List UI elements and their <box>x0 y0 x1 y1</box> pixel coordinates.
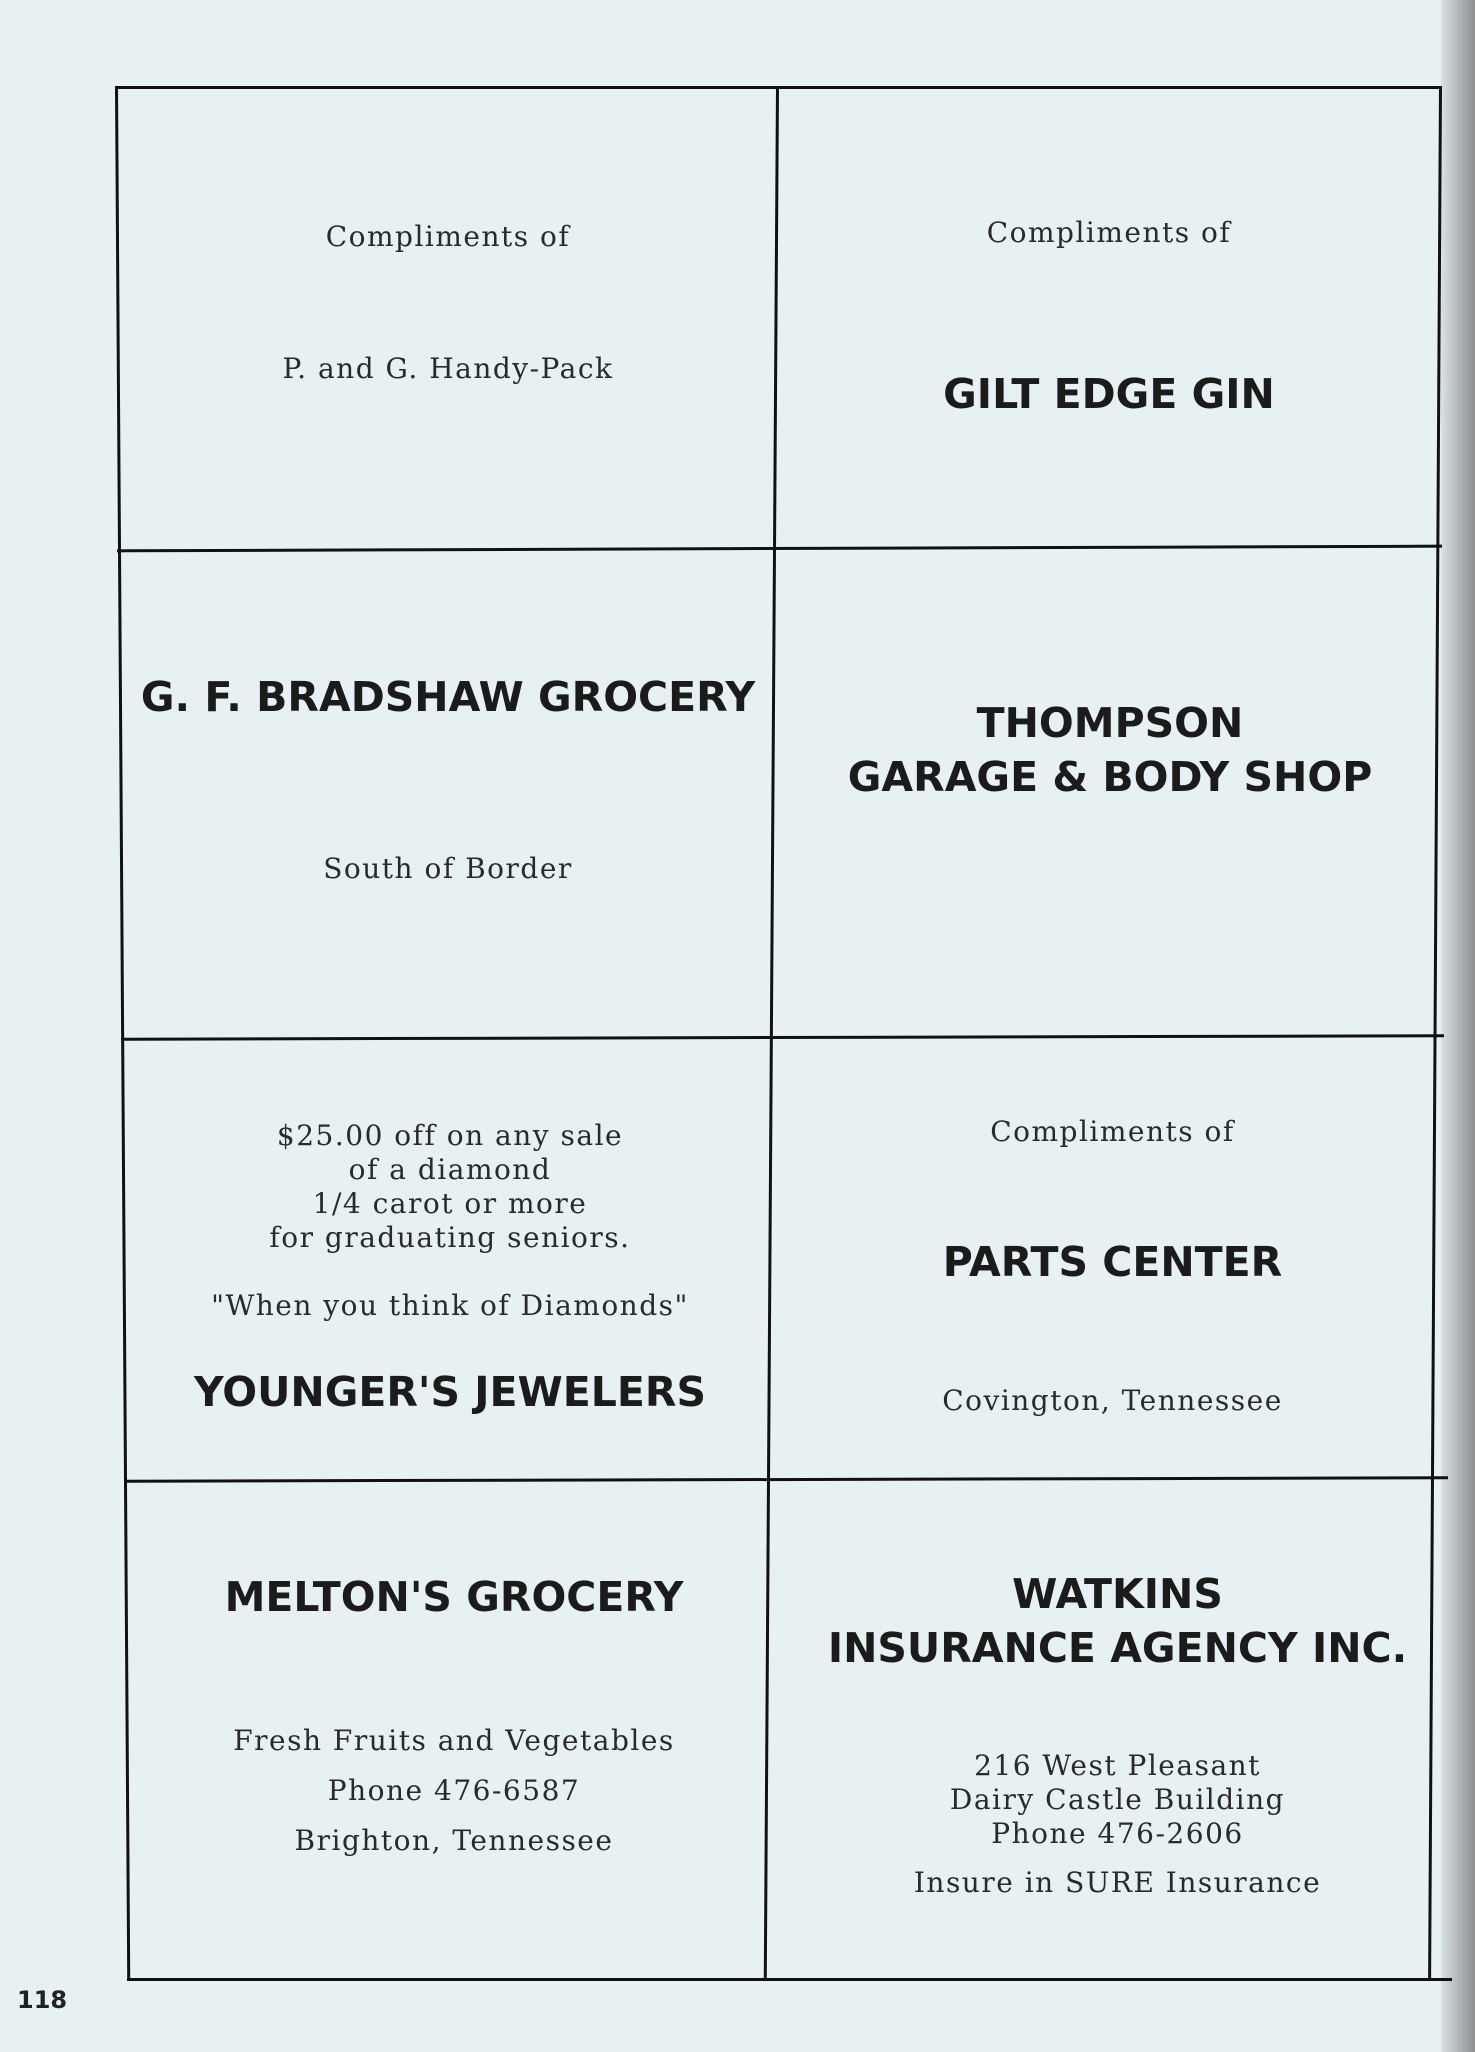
slogan-text: Insure in SURE Insurance <box>913 1866 1322 1899</box>
location-text: South of Border <box>323 852 573 885</box>
offer-text <box>120 1119 780 1255</box>
business-name: G. F. BRADSHAW GROCERY <box>140 673 756 721</box>
business-name: P. and G. Handy-Pack <box>282 352 614 385</box>
business-name-line-1: THOMPSON <box>976 699 1244 747</box>
business-name-line-2: GARAGE & BODY SHOP <box>847 753 1373 801</box>
offer-line-1: $25.00 off on any sale <box>276 1119 624 1152</box>
details-line-3: Brighton, Tennessee <box>294 1824 614 1857</box>
business-name <box>779 696 1441 804</box>
business-name: PARTS CENTER <box>942 1238 1283 1286</box>
business-name <box>785 1567 1450 1675</box>
ad-gilt-edge-gin <box>779 89 1439 547</box>
ad-youngers-jewelers <box>120 1039 780 1479</box>
ad-watkins-insurance <box>785 1481 1450 1978</box>
offer-line-3: 1/4 carot or more <box>312 1187 588 1220</box>
business-name: YOUNGER'S JEWELERS <box>194 1368 706 1416</box>
business-name: GILT EDGE GIN <box>943 370 1275 418</box>
details-line-1: Fresh Fruits and Vegetables <box>233 1724 675 1757</box>
slogan-text: "When you think of Diamonds" <box>211 1289 689 1322</box>
grid-bottom-border <box>127 1978 1452 1981</box>
ad-thompson-garage <box>779 550 1441 1036</box>
address-line-2: Dairy Castle Building <box>949 1783 1286 1816</box>
details-line-2: Phone 476-6587 <box>327 1774 581 1807</box>
ad-bradshaw-grocery <box>118 550 778 1036</box>
page-number: 118 <box>17 1986 68 2014</box>
business-name-line-1: WATKINS <box>1012 1570 1223 1618</box>
offer-line-2: of a diamond <box>348 1153 552 1186</box>
location-text: Covington, Tennessee <box>942 1384 1283 1417</box>
business-name-line-2: INSURANCE AGENCY INC. <box>827 1624 1408 1672</box>
details-text <box>124 1716 784 1866</box>
business-name: MELTON'S GROCERY <box>224 1573 684 1621</box>
ad-meltons-grocery <box>124 1481 784 1978</box>
address-line-1: 216 West Pleasant <box>974 1749 1261 1782</box>
compliments-text: Compliments of <box>986 216 1232 249</box>
address-text <box>785 1749 1450 1851</box>
offer-line-4: for graduating seniors. <box>269 1221 631 1254</box>
compliments-text: Compliments of <box>990 1115 1235 1148</box>
compliments-text: Compliments of <box>325 220 571 253</box>
address-line-3: Phone 476-2606 <box>991 1817 1244 1850</box>
ad-parts-center <box>781 1039 1444 1479</box>
ad-handy-pack <box>118 89 778 547</box>
